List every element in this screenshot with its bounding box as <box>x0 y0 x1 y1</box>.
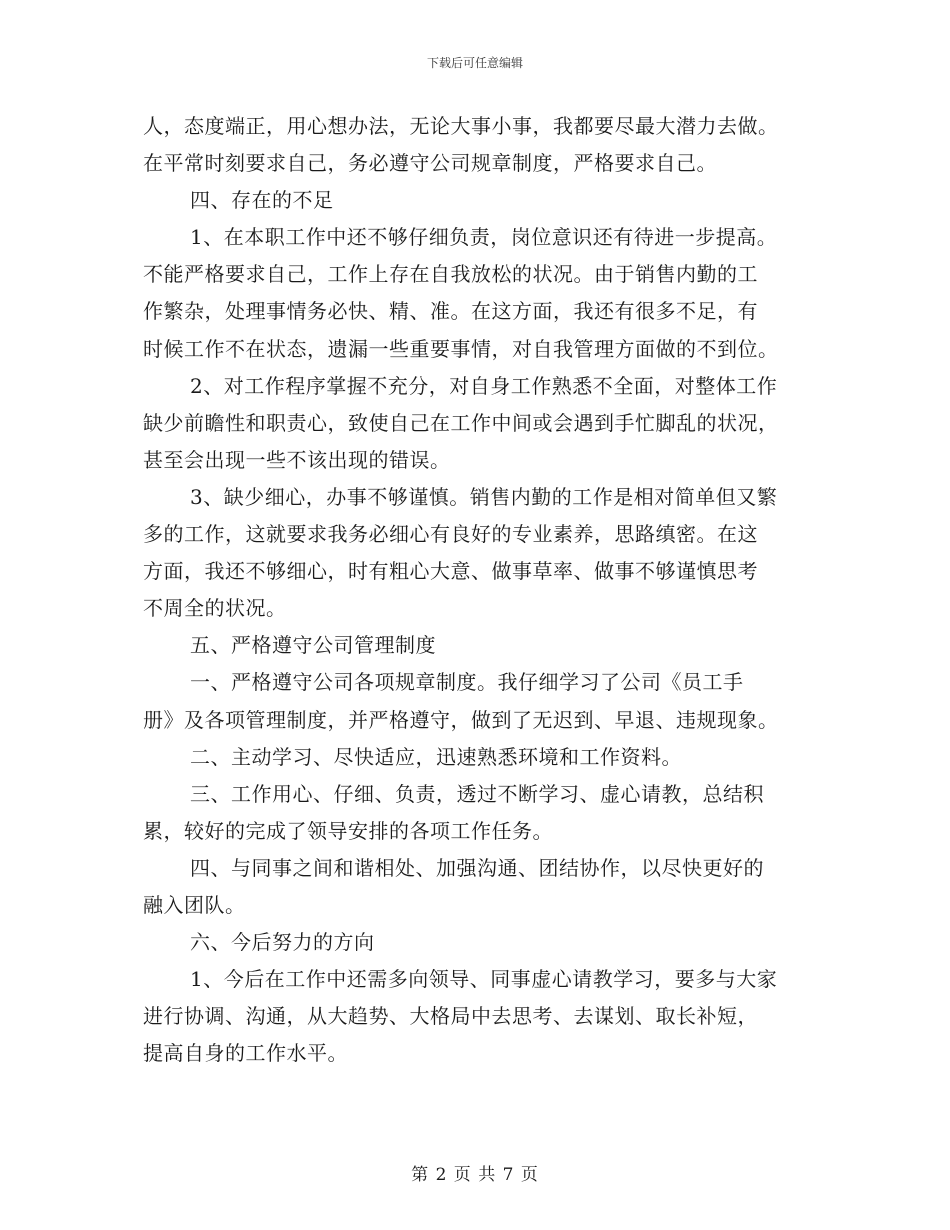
text-line: 累，较好的完成了领导安排的各项工作任务。 <box>143 818 553 843</box>
text-line: 3、缺少细心，办事不够谨慎。销售内勤的工作是相对简单但又繁 <box>190 484 778 509</box>
text-line: 时候工作不在状态，遗漏一些重要事情，对自我管理方面做的不到位。 <box>143 336 779 361</box>
text-line: 三、工作用心、仔细、负责，透过不断学习、虚心请教，总结积 <box>190 781 764 806</box>
text-line: 不能严格要求自己，工作上存在自我放松的状况。由于销售内勤的工 <box>143 262 758 287</box>
text-line: 方面，我还不够细心，时有粗心大意、做事草率、做事不够谨慎思考 <box>143 559 758 584</box>
text-line: 六、今后努力的方向 <box>190 930 375 955</box>
text-line: 提高自身的工作水平。 <box>143 1041 348 1066</box>
text-line: 二、主动学习、尽快适应，迅速熟悉环境和工作资料。 <box>190 744 682 769</box>
page-footer: 第 2 页 共 7 页 <box>411 1165 539 1185</box>
text-line: 一、严格遵守公司各项规章制度。我仔细学习了公司《员工手 <box>190 670 744 695</box>
text-line: 四、存在的不足 <box>190 188 334 213</box>
text-line: 进行协调、沟通，从大趋势、大格局中去思考、去谋划、取长补短， <box>143 1004 758 1029</box>
text-line: 在平常时刻要求自己，务必遵守公司规章制度，严格要求自己。 <box>143 151 717 176</box>
text-line: 不周全的状况。 <box>143 596 287 621</box>
text-line: 缺少前瞻性和职责心，致使自己在工作中间或会遇到手忙脚乱的状况， <box>143 410 779 435</box>
page-header: 下载后可任意编辑 <box>426 56 523 70</box>
text-line: 甚至会出现一些不该出现的错误。 <box>143 447 451 472</box>
text-line: 五、严格遵守公司管理制度 <box>190 633 436 658</box>
text-line: 1、今后在工作中还需多向领导、同事虚心请教学习，要多与大家 <box>190 967 778 992</box>
text-line: 人，态度端正，用心想办法，无论大事小事，我都要尽最大潜力去做。 <box>143 114 779 138</box>
text-line: 册》及各项管理制度，并严格遵守，做到了无迟到、早退、违规现象。 <box>143 707 779 732</box>
body-paragraph <box>143 108 808 1072</box>
text-line: 作繁杂，处理事情务必快、精、准。在这方面，我还有很多不足，有 <box>143 299 758 324</box>
document-body <box>143 108 808 1072</box>
text-line: 融入团队。 <box>143 892 246 917</box>
text-line: 1、在本职工作中还不够仔细负责，岗位意识还有待进一步提高。 <box>190 225 778 250</box>
text-line: 四、与同事之间和谐相处、加强沟通、团结协作，以尽快更好的 <box>190 855 764 880</box>
text-line: 多的工作，这就要求我务必细心有良好的专业素养，思路缜密。在这 <box>143 522 758 547</box>
text-line: 2、对工作程序掌握不充分，对自身工作熟悉不全面，对整体工作 <box>190 373 778 398</box>
